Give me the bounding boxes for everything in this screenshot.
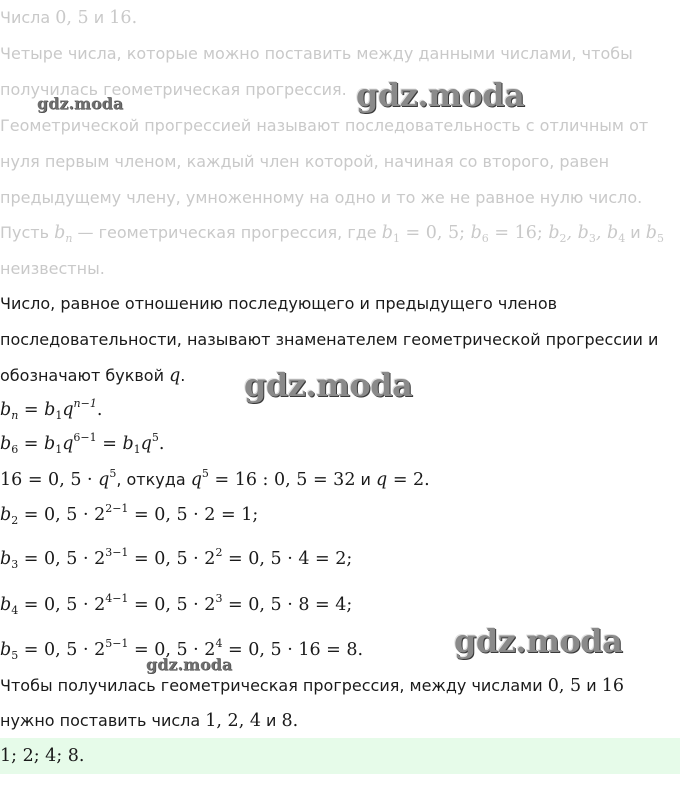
theory-phrase: — геометрическая прогрессия, где xyxy=(77,223,377,242)
definition-line-1: Число, равное отношению последующего и предыдущего членов xyxy=(0,294,558,313)
conclusion-last-number: 8. xyxy=(281,711,299,731)
theory-line-2: нуля первым членом, каждый член которой, начиная со второго, равен xyxy=(0,152,610,171)
task-text-line-2: получилась геометрическая прогрессия. xyxy=(0,80,347,99)
definition-prefix: обозначают буквой xyxy=(0,366,164,385)
conclusion-text-2: нужно поставить числа xyxy=(0,711,201,730)
q-power-result: $q^5 = 16$ : 0, 5 = 32 xyxy=(190,467,356,490)
conclusion-number-b: 16 xyxy=(601,676,624,696)
theory-line-1: Геометрической прогрессией называют последовательность с отличным от xyxy=(0,116,649,135)
definition-line-2: последовательности, называют знаменателем геометрической прогрессии и xyxy=(0,330,659,349)
watermark-logo: gdz.moda xyxy=(356,76,525,114)
task-text-line-1: Четыре числа, которые можно поставить между данными числами, чтобы xyxy=(0,44,633,63)
theory-line-3: предыдущему члену, умноженному на одно и то же не равное нулю число. xyxy=(0,188,643,207)
whence-word: , откуда xyxy=(116,470,186,489)
theory-line-4 xyxy=(0,223,664,243)
answer-text: 1; 2; 4; 8. xyxy=(0,746,85,766)
q-symbol: q xyxy=(169,366,181,386)
given-number-b: 16. xyxy=(109,8,138,28)
conclusion-line-2 xyxy=(0,711,298,731)
watermark-logo: gdz.moda xyxy=(37,94,124,113)
conclusion-text: Чтобы получилась геометрическая прогрессия, между числами xyxy=(0,676,543,695)
formula-q-solve xyxy=(0,467,430,490)
conclusion-numbers: 1, 2, 4 xyxy=(205,711,261,731)
watermark-logo: gdz.moda xyxy=(146,655,233,674)
conclusion-line-1 xyxy=(0,676,624,696)
formula-b4: $b_4 = 0$, $5 \cdot 2^{4-1} = 0$, $5 \cdot 2^3 = 0$, 5 · 8 = 4; xyxy=(0,592,353,617)
given-number-a: 0, 5 xyxy=(55,8,89,28)
given-numbers xyxy=(0,8,137,28)
definition-period: . xyxy=(180,366,186,385)
theory-line-5: неизвестны. xyxy=(0,259,105,278)
and-word: и xyxy=(360,470,371,489)
b5-symbol: $b_5$ xyxy=(645,223,664,245)
conclusion-number-a: 0, 5 xyxy=(547,676,582,696)
watermark-logo: gdz.moda xyxy=(454,622,623,660)
given-and: и xyxy=(93,8,105,27)
q-value: q = 2. xyxy=(376,470,430,490)
formula-b5: $b_5 = 0$, $5 \cdot 2^{5-1} = 0$, $5 \cdot 2^4 = 0$, 5 · 16 = 8. xyxy=(0,637,364,662)
definition-line-3 xyxy=(0,366,185,386)
theory-and: и xyxy=(630,223,641,242)
given-label: Числа xyxy=(0,8,51,27)
answer-box xyxy=(0,738,680,774)
formula-general-term: $b_n = b_1q^{n-1}$. xyxy=(0,397,103,422)
conclusion-and-2: и xyxy=(266,711,277,730)
let-word: Пусть xyxy=(0,223,50,242)
q-equation: 16 = 0, $5 \cdot q^5$ xyxy=(0,467,117,490)
formula-b3: $b_3 = 0$, $5 \cdot 2^{3-1} = 0$, $5 \cdot 2^2 = 0$, 5 · 4 = 2; xyxy=(0,546,353,571)
known-terms-formula: $b_1 = 0$, 5; $b_6 = 16$; $b_2$, $b_3$, $b_4$ xyxy=(381,223,626,245)
conclusion-and: и xyxy=(586,676,597,695)
formula-b2: $b_2 = 0$, $5 \cdot 2^{2-1} = 0$, 5 · 2 = 1; xyxy=(0,502,259,527)
formula-b6: $b_6 = b_1q^{6-1} = b_1q^5$. xyxy=(0,431,165,456)
bn-symbol: $b_n$ xyxy=(54,223,73,245)
watermark-logo: gdz.moda xyxy=(244,366,413,404)
